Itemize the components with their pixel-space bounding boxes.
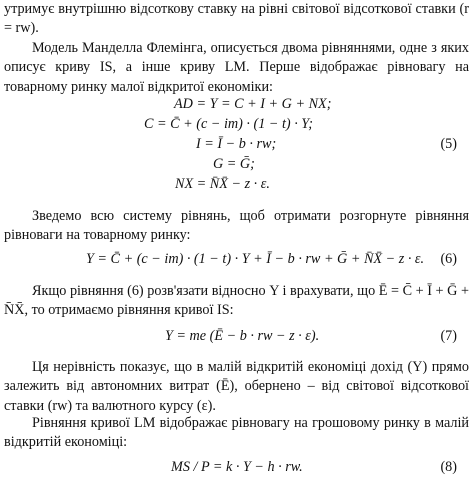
equation-number: (6) bbox=[440, 251, 457, 267]
equation-line: I = Ī − b · rw; bbox=[196, 136, 277, 152]
equation-8 bbox=[0, 458, 475, 478]
equation-line: C = C̄ + (c − im) · (1 − t) · Y; bbox=[144, 116, 313, 132]
equation-number: (7) bbox=[440, 328, 457, 344]
equation-line: G = Ḡ; bbox=[213, 156, 255, 172]
paragraph-6: Рівняння кривої LM відображає рівновагу на грошовому ринку в малій відкритій економіці: bbox=[4, 415, 469, 451]
paragraph-2: Модель Манделла Флемінга, описується двома рівняннями, одне з яких описує криву IS, а інше криву LM. Перше відображає рівновагу на товарному ринку малої відкритої економіки: bbox=[4, 40, 469, 95]
equation-6 bbox=[0, 250, 475, 270]
equation-system-5 bbox=[0, 95, 475, 195]
equation-line: AD = Y = C + I + G + NX; bbox=[174, 96, 332, 112]
equation-number: (8) bbox=[440, 459, 457, 475]
paragraph-1: утримує внутрішню відсоткову ставку на рівні світової відсоткової ставки (r = rw). bbox=[4, 1, 469, 37]
paragraph-5: Ця нерівність показує, що в малій відкритій економіці дохід (Y) прямо залежить від автономних витрат (Ē), обернено – від світової відсоткової ставки (rw) та валютного курсу (ε). bbox=[4, 359, 469, 414]
equation-line: Y = me (Ē − b · rw − z · ε). bbox=[165, 328, 320, 344]
equation-7 bbox=[0, 327, 475, 347]
equation-line: MS / P = k · Y − h · rw. bbox=[171, 459, 303, 475]
equation-line: NX = N̄X̄ − z · ε. bbox=[175, 176, 270, 192]
equation-line: Y = C̄ + (c − im) · (1 − t) · Y + Ī − b · rw + Ḡ + N̄X̄ − z · ε. bbox=[86, 251, 425, 267]
paragraph-4: Якщо рівняння (6) розв'язати відносно Y і врахувати, що Ē = C̄ + Ī + Ḡ + N̄X̄, то отримаємо рівняння кривої IS: bbox=[4, 283, 469, 319]
paragraph-3: Зведемо всю систему рівнянь, щоб отримати розгорнуте рівняння рівноваги на товарному ринку: bbox=[4, 208, 469, 244]
equation-number: (5) bbox=[440, 136, 457, 152]
